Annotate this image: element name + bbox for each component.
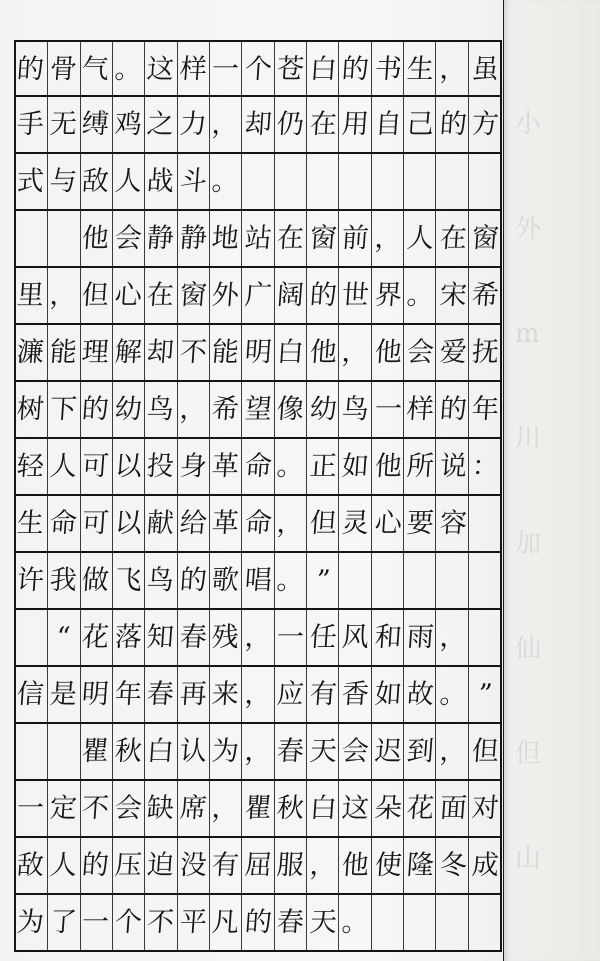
glyph: 容 <box>438 508 468 539</box>
glyph: 里 <box>15 280 45 311</box>
glyph: 使 <box>373 850 403 881</box>
glyph: ， <box>438 736 468 767</box>
glyph: 许 <box>15 565 45 596</box>
glyph: 个 <box>113 907 143 938</box>
glyph: 到 <box>406 736 436 767</box>
glyph: 希 <box>471 280 501 311</box>
glyph: 知 <box>145 622 176 653</box>
glyph <box>370 561 405 601</box>
glyph: 在 <box>438 223 468 254</box>
glyph: 战 <box>145 166 176 197</box>
glyph: 之 <box>145 109 176 140</box>
grid-row <box>14 268 502 325</box>
grid-row <box>14 40 502 97</box>
grid-row <box>14 439 502 496</box>
glyph: 。 <box>210 166 241 197</box>
glyph: 站 <box>243 223 273 254</box>
glyph: 为 <box>15 907 45 938</box>
handwritten-line <box>14 732 502 772</box>
glyph: 静 <box>145 223 176 254</box>
glyph: 瞿 <box>243 793 273 824</box>
glyph <box>436 162 471 202</box>
glyph: 信 <box>15 679 45 710</box>
glyph: 白 <box>308 54 338 85</box>
glyph: 缺 <box>145 793 176 824</box>
glyph: 面 <box>438 793 468 824</box>
glyph: 他 <box>373 337 403 368</box>
glyph: ： <box>471 451 501 482</box>
bleed-through-mark: m <box>515 319 540 349</box>
glyph: 幼 <box>113 394 143 425</box>
glyph: 如 <box>341 451 371 482</box>
glyph: 他 <box>373 451 403 482</box>
grid-row <box>14 154 502 211</box>
glyph: 鸡 <box>113 109 143 140</box>
glyph: 却 <box>145 337 176 368</box>
glyph <box>45 219 80 259</box>
glyph: 命 <box>243 451 273 482</box>
glyph: 身 <box>178 451 208 482</box>
glyph: 他 <box>341 850 371 881</box>
glyph: 鸟 <box>341 394 371 425</box>
glyph: 的 <box>341 54 371 85</box>
glyph: 仍 <box>275 109 306 140</box>
glyph <box>13 732 48 772</box>
glyph: 会 <box>113 223 143 254</box>
glyph: 瞿 <box>80 736 110 767</box>
glyph: 献 <box>145 508 176 539</box>
glyph: 所 <box>406 451 436 482</box>
glyph <box>403 903 438 943</box>
glyph: 静 <box>178 223 208 254</box>
handwritten-line <box>14 789 502 829</box>
glyph: 书 <box>373 54 403 85</box>
glyph <box>468 162 503 202</box>
glyph: 的 <box>308 280 338 311</box>
glyph: 但 <box>471 736 501 767</box>
bleed-through-mark: 川 <box>515 424 542 454</box>
bleed-through-mark: 小 <box>515 109 542 139</box>
glyph: 但 <box>80 280 110 311</box>
glyph: 界 <box>373 280 403 311</box>
glyph: 一 <box>373 394 403 425</box>
glyph: 任 <box>308 622 338 653</box>
glyph: ， <box>438 54 468 85</box>
glyph: 可 <box>80 508 110 539</box>
glyph: 落 <box>113 622 143 653</box>
glyph: 窗 <box>308 223 338 254</box>
glyph: 敌 <box>15 850 45 881</box>
glyph: 。 <box>275 451 306 482</box>
glyph: 用 <box>341 109 371 140</box>
glyph: ， <box>438 622 468 653</box>
glyph: 要 <box>406 508 436 539</box>
glyph: 心 <box>373 508 403 539</box>
glyph: ， <box>341 337 371 368</box>
glyph: 气 <box>80 54 110 85</box>
glyph: 春 <box>145 679 176 710</box>
glyph: 样 <box>178 54 208 85</box>
glyph: 这 <box>341 793 371 824</box>
glyph: 平 <box>178 907 208 938</box>
glyph: 朵 <box>373 793 403 824</box>
glyph: 己 <box>406 109 436 140</box>
glyph <box>436 561 471 601</box>
glyph: 下 <box>48 394 78 425</box>
glyph: 窗 <box>178 280 208 311</box>
glyph: 服 <box>275 850 306 881</box>
glyph <box>338 162 373 202</box>
grid-row <box>14 97 502 154</box>
glyph <box>370 903 405 943</box>
glyph: ， <box>275 508 306 539</box>
glyph: 苍 <box>275 54 306 85</box>
glyph: 有 <box>308 679 338 710</box>
glyph: 人 <box>406 223 436 254</box>
glyph: 白 <box>145 736 176 767</box>
glyph: 一 <box>275 622 306 653</box>
glyph: 的 <box>178 565 208 596</box>
glyph: 鸟 <box>145 565 176 596</box>
glyph: 会 <box>406 337 436 368</box>
glyph: ， <box>210 109 241 140</box>
glyph: 这 <box>145 54 176 85</box>
glyph: 抚 <box>471 337 501 368</box>
glyph: 雨 <box>406 622 436 653</box>
glyph: 的 <box>438 394 468 425</box>
handwritten-line <box>14 162 502 202</box>
glyph: 不 <box>178 337 208 368</box>
glyph: 轻 <box>15 451 45 482</box>
glyph: 是 <box>48 679 78 710</box>
glyph: 定 <box>48 793 78 824</box>
glyph: 给 <box>178 508 208 539</box>
handwritten-line <box>14 390 502 430</box>
glyph: 宋 <box>438 280 468 311</box>
glyph <box>403 162 438 202</box>
bleed-through-mark: 外 <box>515 214 542 244</box>
glyph: 生 <box>406 54 436 85</box>
glyph <box>13 219 48 259</box>
glyph: 天 <box>308 907 338 938</box>
glyph: 命 <box>243 508 273 539</box>
glyph: 如 <box>373 679 403 710</box>
glyph: 花 <box>406 793 436 824</box>
glyph: 心 <box>113 280 143 311</box>
glyph: 个 <box>243 54 273 85</box>
glyph: 敌 <box>80 166 110 197</box>
glyph: 有 <box>210 850 241 881</box>
glyph: 风 <box>341 622 371 653</box>
glyph: 花 <box>80 622 110 653</box>
glyph: 以 <box>113 508 143 539</box>
glyph: 认 <box>178 736 208 767</box>
glyph: 但 <box>308 508 338 539</box>
glyph: 广 <box>243 280 273 311</box>
glyph: 飞 <box>113 565 143 596</box>
glyph: 希 <box>210 394 241 425</box>
glyph: 白 <box>308 793 338 824</box>
glyph: 无 <box>48 109 78 140</box>
glyph: 在 <box>275 223 306 254</box>
glyph <box>468 903 503 943</box>
glyph: 迫 <box>145 850 176 881</box>
glyph: 正 <box>308 451 338 482</box>
bleed-through-mark: 山 <box>515 844 542 874</box>
glyph <box>370 162 405 202</box>
glyph: 却 <box>243 109 273 140</box>
bleed-through-mark: 但 <box>515 739 542 769</box>
glyph: 冬 <box>438 850 468 881</box>
grid-row <box>14 781 502 838</box>
grid-row <box>14 382 502 439</box>
glyph: 与 <box>48 166 78 197</box>
glyph: 对 <box>471 793 501 824</box>
glyph: 的 <box>80 850 110 881</box>
glyph <box>468 618 503 658</box>
glyph: 说 <box>438 451 468 482</box>
glyph: 式 <box>15 166 45 197</box>
glyph: 濂 <box>15 337 45 368</box>
glyph <box>338 561 373 601</box>
glyph <box>13 618 48 658</box>
glyph: 外 <box>210 280 241 311</box>
glyph: 鸟 <box>145 394 176 425</box>
glyph: 迟 <box>373 736 403 767</box>
glyph: 革 <box>210 508 241 539</box>
grid-row <box>14 838 502 895</box>
glyph: 望 <box>243 394 273 425</box>
glyph: 。 <box>341 907 371 938</box>
glyph: 解 <box>113 337 143 368</box>
glyph <box>240 162 275 202</box>
glyph: ， <box>210 793 241 824</box>
glyph: 斗 <box>178 166 208 197</box>
glyph: 人 <box>48 451 78 482</box>
handwritten-line <box>14 618 502 658</box>
glyph: 。 <box>275 565 306 596</box>
glyph <box>273 162 308 202</box>
glyph: 压 <box>113 850 143 881</box>
handwritten-line <box>14 276 502 316</box>
glyph: 革 <box>210 451 241 482</box>
glyph: 像 <box>275 394 306 425</box>
glyph: 一 <box>80 907 110 938</box>
handwritten-line <box>14 50 502 90</box>
glyph: 人 <box>113 166 143 197</box>
grid-row <box>14 667 502 724</box>
glyph: ， <box>373 223 403 254</box>
glyph: ， <box>243 679 273 710</box>
handwritten-line <box>14 846 502 886</box>
glyph: ， <box>308 850 338 881</box>
glyph: 和 <box>373 622 403 653</box>
glyph: 方 <box>471 109 501 140</box>
handwritten-line <box>14 561 502 601</box>
glyph <box>468 561 503 601</box>
glyph: ” <box>315 565 332 596</box>
grid-row <box>14 325 502 382</box>
glyph: 样 <box>406 394 436 425</box>
glyph: 手 <box>15 109 45 140</box>
glyph: 可 <box>80 451 110 482</box>
glyph: 命 <box>48 508 78 539</box>
glyph: 做 <box>80 565 110 596</box>
glyph: 春 <box>178 622 208 653</box>
glyph: 不 <box>145 907 176 938</box>
glyph: 席 <box>178 793 208 824</box>
glyph: 年 <box>113 679 143 710</box>
glyph: 凡 <box>210 907 241 938</box>
composition-grid <box>14 40 502 952</box>
handwritten-line <box>14 504 502 544</box>
glyph: ， <box>178 394 208 425</box>
glyph: 秋 <box>275 793 306 824</box>
handwritten-line <box>14 675 502 715</box>
glyph: 明 <box>243 337 273 368</box>
glyph: 一 <box>210 54 241 85</box>
glyph <box>45 732 80 772</box>
handwritten-line <box>14 903 502 943</box>
glyph: 会 <box>341 736 371 767</box>
glyph: 屈 <box>243 850 273 881</box>
glyph: 不 <box>80 793 110 824</box>
glyph: 一 <box>15 793 45 824</box>
glyph: 骨 <box>48 54 78 85</box>
glyph: 树 <box>15 394 45 425</box>
glyph: 能 <box>210 337 241 368</box>
glyph: ， <box>243 736 273 767</box>
bleed-through-mark: 加 <box>515 529 542 559</box>
glyph: 故 <box>406 679 436 710</box>
glyph: 唱 <box>243 565 273 596</box>
glyph: 虽 <box>471 54 501 85</box>
glyph: 他 <box>308 337 338 368</box>
grid-row <box>14 496 502 553</box>
grid-row <box>14 553 502 610</box>
glyph: 自 <box>373 109 403 140</box>
glyph: 幼 <box>308 394 338 425</box>
glyph <box>436 903 471 943</box>
grid-row <box>14 724 502 781</box>
handwritten-line <box>14 219 502 259</box>
handwritten-line <box>14 105 502 145</box>
glyph: 在 <box>308 109 338 140</box>
glyph: 的 <box>80 394 110 425</box>
glyph: 窗 <box>471 223 501 254</box>
glyph: 理 <box>80 337 110 368</box>
glyph: 成 <box>471 850 501 881</box>
glyph: 生 <box>15 508 45 539</box>
glyph: 会 <box>113 793 143 824</box>
glyph: 人 <box>48 850 78 881</box>
glyph: 隆 <box>406 850 436 881</box>
glyph: 秋 <box>113 736 143 767</box>
handwritten-line <box>14 333 502 373</box>
glyph: 缚 <box>80 109 110 140</box>
glyph: 春 <box>275 736 306 767</box>
grid-row <box>14 895 502 952</box>
glyph: 灵 <box>341 508 371 539</box>
glyph: 前 <box>341 223 371 254</box>
glyph: ” <box>477 679 494 710</box>
glyph: 世 <box>341 280 371 311</box>
glyph: 的 <box>15 54 45 85</box>
grid-row <box>14 211 502 268</box>
bleed-through-mark: 仙 <box>515 634 542 664</box>
glyph: 没 <box>178 850 208 881</box>
glyph: 能 <box>48 337 78 368</box>
glyph: 在 <box>145 280 176 311</box>
glyph <box>305 162 340 202</box>
glyph: 明 <box>80 679 110 710</box>
glyph: 歌 <box>210 565 241 596</box>
glyph: 投 <box>145 451 176 482</box>
glyph: 春 <box>275 907 306 938</box>
glyph: 应 <box>275 679 306 710</box>
glyph <box>403 561 438 601</box>
glyph: 他 <box>80 223 110 254</box>
glyph: 力 <box>178 109 208 140</box>
glyph: 地 <box>210 223 241 254</box>
glyph: ， <box>243 622 273 653</box>
glyph: 年 <box>471 394 501 425</box>
glyph: “ <box>54 622 71 653</box>
glyph: 来 <box>210 679 241 710</box>
handwritten-line <box>14 447 502 487</box>
glyph: 再 <box>178 679 208 710</box>
glyph: 的 <box>243 907 273 938</box>
glyph: 了 <box>48 907 78 938</box>
glyph: 爱 <box>438 337 468 368</box>
glyph: 为 <box>210 736 241 767</box>
glyph: 的 <box>438 109 468 140</box>
glyph: 阔 <box>275 280 306 311</box>
glyph: ， <box>48 280 78 311</box>
glyph: 。 <box>113 54 143 85</box>
glyph: 残 <box>210 622 241 653</box>
glyph: 天 <box>308 736 338 767</box>
glyph: 白 <box>275 337 306 368</box>
glyph: 。 <box>406 280 436 311</box>
glyph: 我 <box>48 565 78 596</box>
grid-row <box>14 610 502 667</box>
glyph: 。 <box>438 679 468 710</box>
glyph: 香 <box>341 679 371 710</box>
glyph <box>468 504 503 544</box>
glyph: 以 <box>113 451 143 482</box>
